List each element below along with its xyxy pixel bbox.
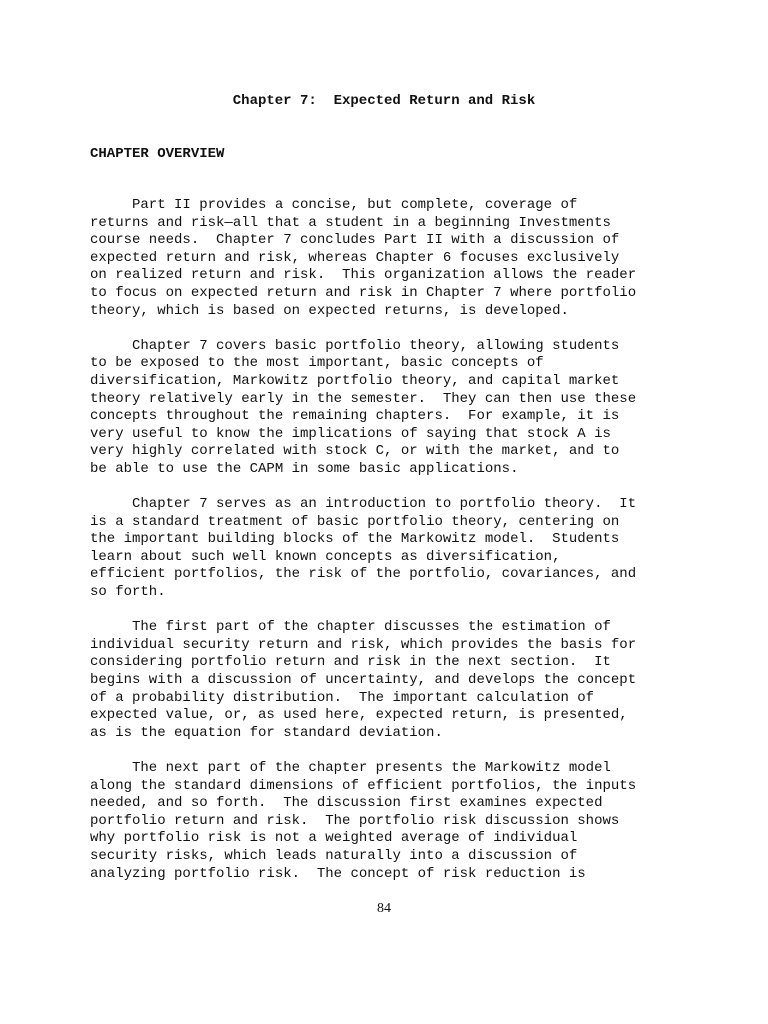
paragraph <box>90 760 690 883</box>
paragraph <box>90 197 690 320</box>
text-line: security risks, which leads naturally into a discussion of <box>90 847 578 864</box>
text-line: individual security return and risk, which provides the basis for <box>90 636 637 653</box>
text-line: diversification, Markowitz portfolio theory, and capital market <box>90 372 620 389</box>
paragraph <box>90 496 690 602</box>
text-line: analyzing portfolio risk. The concept of risk reduction is <box>90 865 586 882</box>
text-line: course needs. Chapter 7 concludes Part II with a discussion of <box>90 232 620 249</box>
text-line: along the standard dimensions of efficient portfolios, the inputs <box>90 777 637 794</box>
text-line: as is the equation for standard deviation. <box>90 724 443 741</box>
text-line: expected value, or, as used here, expected return, is presented, <box>90 707 628 724</box>
text-line: returns and risk—all that a student in a beginning Investments <box>90 214 611 231</box>
text-line: begins with a discussion of uncertainty, and develops the concept <box>90 672 637 689</box>
text-line: efficient portfolios, the risk of the portfolio, covariances, and <box>90 566 637 583</box>
text-line: Chapter 7 serves as an introduction to portfolio theory. It <box>90 496 637 513</box>
text-line: be able to use the CAPM in some basic applications. <box>90 460 519 477</box>
text-line: very highly correlated with stock C, or with the market, and to <box>90 443 620 460</box>
text-line: concepts throughout the remaining chapters. For example, it is <box>90 408 620 425</box>
text-line: of a probability distribution. The important calculation of <box>90 689 595 706</box>
chapter-title: Chapter 7: Expected Return and Risk <box>232 93 536 109</box>
text-line: why portfolio risk is not a weighted average of individual <box>90 830 578 847</box>
text-line: needed, and so forth. The discussion first examines expected <box>90 795 603 812</box>
text-line: theory relatively early in the semester. They can then use these <box>90 390 637 407</box>
text-line: the important building blocks of the Markowitz model. Students <box>90 531 620 548</box>
text-line: considering portfolio return and risk in the next section. It <box>90 654 611 671</box>
text-line: The next part of the chapter presents the Markowitz model <box>90 760 611 776</box>
text-line: learn about such well known concepts as diversification, <box>90 548 561 565</box>
text-line: is a standard treatment of basic portfolio theory, centering on <box>90 513 620 530</box>
text-line: The first part of the chapter discusses the estimation of <box>90 619 611 636</box>
text-line: expected return and risk, whereas Chapter 6 focuses exclusively <box>90 249 620 266</box>
text-line: Part II provides a concise, but complete, coverage of <box>90 197 578 213</box>
text-line: so forth. <box>90 584 166 601</box>
body-text <box>90 197 690 901</box>
text-line: to be exposed to the most important, basic concepts of <box>90 355 544 372</box>
text-line: Chapter 7 covers basic portfolio theory, allowing students <box>90 337 620 354</box>
text-line: portfolio return and risk. The portfolio risk discussion shows <box>90 812 620 829</box>
text-line: on realized return and risk. This organization allows the reader <box>90 267 637 284</box>
paragraph <box>90 338 690 479</box>
page-number: 84 <box>377 901 391 916</box>
text-line: to focus on expected return and risk in Chapter 7 where portfolio <box>90 284 637 301</box>
paragraph <box>90 619 690 742</box>
section-heading: CHAPTER OVERVIEW <box>90 146 225 162</box>
text-line: theory, which is based on expected returns, is developed. <box>90 302 569 319</box>
text-line: very useful to know the implications of saying that stock A is <box>90 425 611 442</box>
